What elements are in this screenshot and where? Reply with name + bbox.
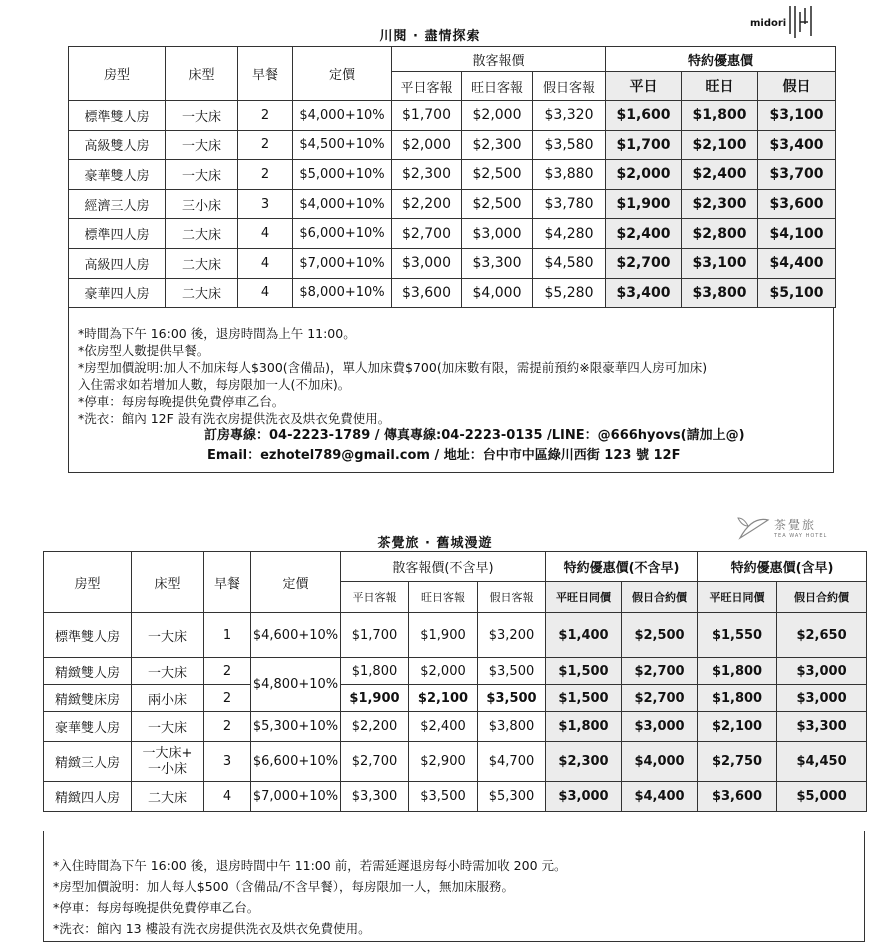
note-line: *入住時間為下午 16:00 後，退房時間中午 11:00 前，若需延遲退房每小時需加收 200 元。	[53, 858, 567, 873]
breakfast-cell: 2	[238, 160, 293, 190]
rack-rate-cell: $1,900	[341, 685, 409, 712]
rack-rate-cell: $3,000	[392, 248, 462, 278]
rack-rate-cell: $3,300	[341, 782, 409, 812]
rack-rate-cell: $3,600	[392, 278, 462, 308]
list-price-cell: $7,000+10%	[293, 248, 392, 278]
bed-type-cell: 二大床	[166, 219, 238, 249]
room-type-cell: 精緻雙人房	[44, 658, 132, 685]
header-rack-peak: 旺日客報	[409, 582, 478, 613]
midori-logo-mark	[750, 4, 814, 38]
special-rate-cell: $2,300	[546, 742, 622, 782]
header-room-type: 房型	[44, 552, 132, 613]
special-rate-cell: $3,000	[777, 658, 867, 685]
special-rate-cell: $3,600	[698, 782, 777, 812]
special-rate-cell: $2,750	[698, 742, 777, 782]
hotel2-notes	[43, 831, 865, 942]
rack-rate-cell: $4,700	[478, 742, 546, 782]
header-rack-rates: 散客報價	[392, 47, 606, 72]
special-rate-cell: $3,600	[758, 189, 836, 219]
table-row	[44, 658, 867, 685]
rack-rate-cell: $1,800	[341, 658, 409, 685]
room-type-cell: 標準雙人房	[69, 101, 166, 131]
table-row	[44, 613, 867, 658]
rack-rate-cell: $5,300	[478, 782, 546, 812]
room-type-cell: 精緻三人房	[44, 742, 132, 782]
rack-rate-cell: $2,100	[409, 685, 478, 712]
note-line: *停車：每房每晚提供免費停車乙台。	[53, 900, 260, 915]
special-rate-cell: $1,700	[606, 130, 682, 160]
note-line: *停車：每房每晚提供免費停車乙台。	[78, 394, 285, 409]
room-type-cell: 經濟三人房	[69, 189, 166, 219]
special-rate-cell: $5,100	[758, 278, 836, 308]
rack-rate-cell: $2,200	[341, 712, 409, 742]
note-line: *依房型人數提供早餐。	[78, 343, 210, 358]
header-list-price: 定價	[293, 47, 392, 101]
note-line: *洗衣：館內 12F 設有洗衣房提供洗衣及烘衣免費使用。	[78, 411, 391, 426]
rack-rate-cell: $2,700	[392, 219, 462, 249]
header-rack-weekday: 平日客報	[341, 582, 409, 613]
special-rate-cell: $4,400	[622, 782, 698, 812]
tea-leaf-icon	[734, 514, 770, 542]
special-rate-cell: $1,600	[606, 101, 682, 131]
rack-rate-cell: $2,300	[392, 160, 462, 190]
bed-type-cell: 二大床	[166, 278, 238, 308]
hotel1-title: 川閱 · 盡情探索	[379, 29, 481, 44]
special-rate-cell: $3,700	[758, 160, 836, 190]
header-bed-type: 床型	[132, 552, 204, 613]
special-rate-cell: $3,400	[606, 278, 682, 308]
special-rate-cell: $2,650	[777, 613, 867, 658]
special-rate-cell: $2,000	[606, 160, 682, 190]
room-type-cell: 高級四人房	[69, 248, 166, 278]
list-price-cell: $4,000+10%	[293, 101, 392, 131]
header-special-b-weekday: 平旺日同價	[698, 582, 777, 613]
special-rate-cell: $3,100	[682, 248, 758, 278]
breakfast-cell: 2	[204, 658, 251, 685]
special-rate-cell: $1,550	[698, 613, 777, 658]
header-breakfast: 早餐	[238, 47, 293, 101]
special-rate-cell: $2,800	[682, 219, 758, 249]
breakfast-cell: 4	[204, 782, 251, 812]
header-rack-holiday: 假日客報	[478, 582, 546, 613]
special-rate-cell: $3,300	[777, 712, 867, 742]
special-rate-cell: $1,800	[698, 685, 777, 712]
special-rate-cell: $3,000	[777, 685, 867, 712]
rack-rate-cell: $3,500	[478, 658, 546, 685]
rack-rate-cell: $2,900	[409, 742, 478, 782]
header-rack-weekday: 平日客報	[392, 72, 462, 101]
room-type-cell: 標準雙人房	[44, 613, 132, 658]
list-price-cell: $4,600+10%	[251, 613, 341, 658]
bed-type-cell: 二大床	[132, 782, 204, 812]
special-rate-cell: $2,100	[698, 712, 777, 742]
table-row	[69, 189, 836, 219]
list-price-cell: $6,600+10%	[251, 742, 341, 782]
header-special-rates: 特約優惠價	[606, 47, 836, 72]
special-rate-cell: $2,300	[682, 189, 758, 219]
header-bed-type: 床型	[166, 47, 238, 101]
special-rate-cell: $1,500	[546, 658, 622, 685]
header-special-b-holiday: 假日合約價	[777, 582, 867, 613]
rack-rate-cell: $1,700	[392, 101, 462, 131]
special-rate-cell: $2,500	[622, 613, 698, 658]
room-type-cell: 高級雙人房	[69, 130, 166, 160]
bed-type-cell: 一大床	[132, 613, 204, 658]
special-rate-cell: $4,000	[622, 742, 698, 782]
note-line: *時間為下午 16:00 後，退房時間為上午 11:00。	[78, 326, 356, 341]
midori-logo	[750, 4, 814, 38]
breakfast-cell: 1	[204, 613, 251, 658]
special-rate-cell: $2,700	[622, 658, 698, 685]
teaway-logo	[734, 514, 864, 544]
bed-type-cell: 一大床	[166, 101, 238, 131]
table-row	[69, 219, 836, 249]
special-rate-cell: $4,100	[758, 219, 836, 249]
header-special-holiday: 假日	[758, 72, 836, 101]
special-rate-cell: $2,700	[622, 685, 698, 712]
rack-rate-cell: $3,000	[462, 219, 533, 249]
special-rate-cell: $2,400	[682, 160, 758, 190]
rack-rate-cell: $5,280	[533, 278, 606, 308]
rack-rate-cell: $2,000	[409, 658, 478, 685]
rack-rate-cell: $2,200	[392, 189, 462, 219]
room-type-cell: 精緻雙床房	[44, 685, 132, 712]
hotel1-rate-table	[68, 46, 836, 308]
special-rate-cell: $2,400	[606, 219, 682, 249]
table-row	[69, 278, 836, 308]
rack-rate-cell: $4,280	[533, 219, 606, 249]
hotel2-rate-table	[43, 551, 867, 812]
room-type-cell: 豪華四人房	[69, 278, 166, 308]
room-type-cell: 豪華雙人房	[44, 712, 132, 742]
header-special-peak: 旺日	[682, 72, 758, 101]
header-rack-rates: 散客報價(不含早)	[341, 552, 546, 582]
bed-type-cell: 一大床	[166, 130, 238, 160]
header-rack-peak: 旺日客報	[462, 72, 533, 101]
rack-rate-cell: $2,500	[462, 189, 533, 219]
list-price-cell: $5,300+10%	[251, 712, 341, 742]
bed-type-cell: 一大床	[132, 712, 204, 742]
rack-rate-cell: $3,320	[533, 101, 606, 131]
header-rack-holiday: 假日客報	[533, 72, 606, 101]
teaway-logo-subtext: TEA WAY HOTEL	[774, 533, 828, 539]
email-address-line: Email：ezhotel789@gmail.com / 地址：台中市中區綠川西街 123 號 12F	[207, 448, 681, 463]
special-rate-cell: $2,700	[606, 248, 682, 278]
special-rate-cell: $2,100	[682, 130, 758, 160]
table-row	[69, 160, 836, 190]
breakfast-cell: 2	[238, 130, 293, 160]
table-row	[44, 685, 867, 712]
rack-rate-cell: $2,700	[341, 742, 409, 782]
breakfast-cell: 4	[238, 248, 293, 278]
rack-rate-cell: $3,800	[478, 712, 546, 742]
rack-rate-cell: $1,700	[341, 613, 409, 658]
header-special-weekday: 平日	[606, 72, 682, 101]
breakfast-cell: 3	[238, 189, 293, 219]
room-type-cell: 標準四人房	[69, 219, 166, 249]
breakfast-cell: 3	[204, 742, 251, 782]
special-rate-cell: $1,500	[546, 685, 622, 712]
rack-rate-cell: $3,780	[533, 189, 606, 219]
note-line: *洗衣：館內 13 樓設有洗衣房提供洗衣及烘衣免費使用。	[53, 921, 371, 936]
midori-logo-text: midori	[750, 18, 787, 29]
special-rate-cell: $3,800	[682, 278, 758, 308]
rack-rate-cell: $2,300	[462, 130, 533, 160]
booking-contact: 訂房專線：04-2223-1789 / 傳真專線:04-2223-0135 /LINE：@666hyovs(請加上@)	[204, 428, 745, 443]
special-rate-cell: $5,000	[777, 782, 867, 812]
rack-rate-cell: $3,500	[409, 782, 478, 812]
special-rate-cell: $3,400	[758, 130, 836, 160]
special-rate-cell: $1,800	[698, 658, 777, 685]
header-list-price: 定價	[251, 552, 341, 613]
header-special-a-holiday: 假日合約價	[622, 582, 698, 613]
special-rate-cell: $3,000	[622, 712, 698, 742]
rack-rate-cell: $2,000	[462, 101, 533, 131]
rack-rate-cell: $2,000	[392, 130, 462, 160]
rack-rate-cell: $3,300	[462, 248, 533, 278]
list-price-cell: $7,000+10%	[251, 782, 341, 812]
special-rate-cell: $1,800	[546, 712, 622, 742]
table-row	[69, 248, 836, 278]
rack-rate-cell: $3,580	[533, 130, 606, 160]
bed-type-cell: 一大床+ 一小床	[132, 742, 204, 782]
rack-rate-cell: $4,580	[533, 248, 606, 278]
list-price-cell: $8,000+10%	[293, 278, 392, 308]
teaway-logo-text: 茶覺旅	[774, 518, 817, 532]
special-rate-cell: $4,400	[758, 248, 836, 278]
bed-type-cell: 二大床	[166, 248, 238, 278]
hotel1-notes	[68, 307, 834, 473]
rack-rate-cell: $3,200	[478, 613, 546, 658]
breakfast-cell: 2	[204, 712, 251, 742]
rack-rate-cell: $2,400	[409, 712, 478, 742]
breakfast-cell: 2	[204, 685, 251, 712]
bed-type-cell: 一大床	[166, 160, 238, 190]
hotel2-title: 茶覺旅 · 舊城漫遊	[377, 536, 493, 551]
rack-rate-cell: $3,880	[533, 160, 606, 190]
rack-rate-cell: $1,900	[409, 613, 478, 658]
room-type-cell: 豪華雙人房	[69, 160, 166, 190]
list-price-cell: $6,000+10%	[293, 219, 392, 249]
special-rate-cell: $1,900	[606, 189, 682, 219]
table-row	[44, 782, 867, 812]
bed-type-cell: 三小床	[166, 189, 238, 219]
list-price-cell: $4,800+10%	[251, 658, 341, 712]
header-breakfast: 早餐	[204, 552, 251, 613]
special-rate-cell: $4,450	[777, 742, 867, 782]
bed-type-cell: 一大床	[132, 658, 204, 685]
header-special-a-weekday: 平旺日同價	[546, 582, 622, 613]
header-special-with-breakfast: 特約優惠價(含早)	[698, 552, 867, 582]
list-price-cell: $5,000+10%	[293, 160, 392, 190]
special-rate-cell: $3,000	[546, 782, 622, 812]
table-row	[44, 742, 867, 782]
special-rate-cell: $1,800	[682, 101, 758, 131]
list-price-cell: $4,000+10%	[293, 189, 392, 219]
rack-rate-cell: $3,500	[478, 685, 546, 712]
breakfast-cell: 2	[238, 101, 293, 131]
special-rate-cell: $1,400	[546, 613, 622, 658]
note-line: *房型加價說明：加人每人$500（含備品/不含早餐），每房限加一人，無加床服務。	[53, 879, 515, 894]
breakfast-cell: 4	[238, 219, 293, 249]
table-row	[69, 130, 836, 160]
room-type-cell: 精緻四人房	[44, 782, 132, 812]
bed-type-cell: 兩小床	[132, 685, 204, 712]
rack-rate-cell: $2,500	[462, 160, 533, 190]
header-room-type: 房型	[69, 47, 166, 101]
breakfast-cell: 4	[238, 278, 293, 308]
note-line: 入住需求如若增加人數，每房限加一人(不加床)。	[78, 377, 351, 392]
note-line: *房型加價說明:加人不加床每人$300(含備品)，單人加床費$700(加床數有限，需提前預約※限豪華四人房可加床)	[78, 360, 708, 375]
rack-rate-cell: $4,000	[462, 278, 533, 308]
special-rate-cell: $3,100	[758, 101, 836, 131]
table-row	[69, 101, 836, 131]
table-row	[44, 712, 867, 742]
header-special-no-breakfast: 特約優惠價(不含早)	[546, 552, 698, 582]
list-price-cell: $4,500+10%	[293, 130, 392, 160]
